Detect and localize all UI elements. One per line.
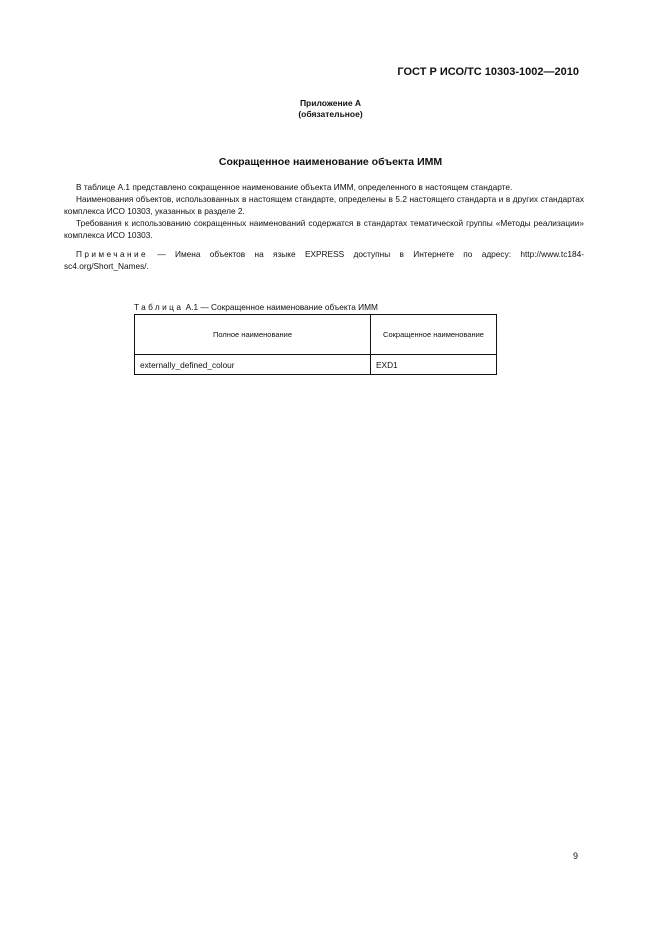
section-title: Сокращенное наименование объекта ИММ (218, 156, 443, 168)
paragraph: Требования к использованию сокращенных наименований содержатся в стандартах тематической группы «Методы реализации» комплекса ИСО 10303. (64, 218, 584, 240)
annex-title: Приложение А (299, 98, 362, 108)
table-header-row (135, 315, 497, 355)
short-names-table (134, 314, 497, 375)
note-text: — Имена объектов на языке EXPRESS доступны в Интернете по адресу: http://www.tc184-sc4.org/Short_Names/. (64, 249, 584, 271)
caption-label: Таблица (134, 302, 184, 312)
paragraph: Наименования объектов, использованных в настоящем стандарте, определены в 5.2 настоящего стандарта и в других стандартах комплекса ИСО 10303, указанных в разделе 2. (64, 194, 584, 216)
standard-designation: ГОСТ Р ИСО/ТС 10303-1002—2010 (397, 66, 579, 78)
caption-text: А.1 — Сокращенное наименование объекта ИММ (183, 302, 378, 312)
table-row (135, 355, 497, 375)
table-caption (134, 302, 378, 312)
note-label: Примечание (76, 249, 149, 259)
cell-short-name: EXD1 (371, 355, 497, 375)
annex-status: (обязательное) (298, 109, 363, 119)
header-full-name: Полное наименование (135, 315, 371, 355)
note (64, 248, 584, 272)
paragraph: В таблице А.1 представлено сокращенное наименование объекта ИММ, определенного в настоящем стандарте. (76, 182, 513, 192)
body-text (64, 181, 584, 272)
page-number: 9 (573, 851, 579, 861)
header-short-name: Сокращенное наименование (371, 315, 497, 355)
cell-full-name: externally_defined_colour (135, 355, 371, 375)
